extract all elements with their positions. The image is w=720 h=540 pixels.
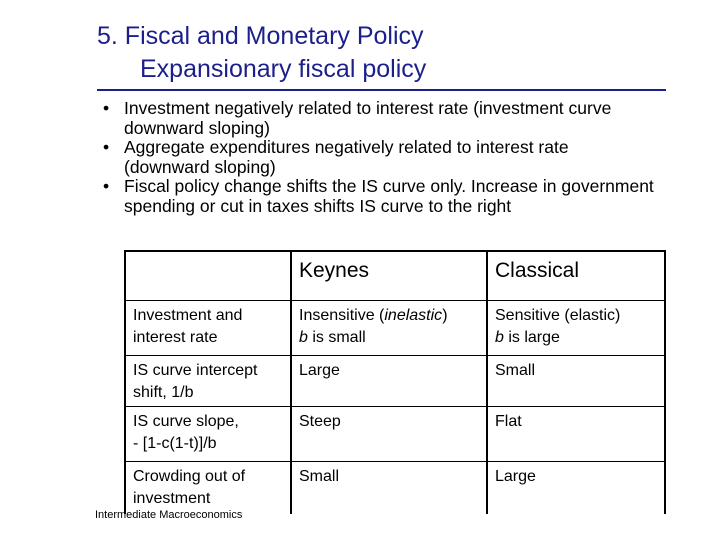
bullet-item (99, 99, 659, 138)
variable-b: b (299, 329, 308, 346)
bullet-item (99, 177, 659, 216)
cell-text: is large (503, 329, 560, 346)
classical-cell: Flat (487, 407, 665, 462)
slide-footer: Intermediate Macroeconomics (95, 509, 243, 521)
table-row (125, 407, 665, 462)
row-label-line1: IS curve slope, (133, 413, 239, 430)
row-label (125, 407, 291, 462)
table-header-row (125, 251, 665, 301)
table-row (125, 356, 665, 407)
cell-text: is small (307, 329, 366, 346)
keynes-cell: Large (291, 356, 487, 407)
header-cell-classical: Classical (487, 251, 665, 301)
cell-text: Insensitive ( (299, 307, 385, 324)
bullet-text: Aggregate expenditures negatively related to interest rate (downward sloping) (124, 137, 569, 177)
title-underline (97, 89, 666, 91)
row-label: Crowding out of investment (125, 462, 291, 515)
cell-italic-text: inelastic (384, 307, 443, 324)
keynes-cell: Small (291, 462, 487, 515)
slide-title (97, 20, 426, 86)
cell-text: ) (442, 307, 448, 324)
bullet-item (99, 138, 659, 177)
row-label: Investment and interest rate (125, 301, 291, 356)
classical-cell: Large (487, 462, 665, 515)
row-label: IS curve intercept shift, 1/b (125, 356, 291, 407)
classical-cell (487, 301, 665, 356)
row-label-line2: - [1-c(1-t)]/b (133, 435, 217, 452)
header-cell-empty (125, 251, 291, 301)
bullet-dot-icon: • (103, 137, 110, 157)
keynes-cell: Steep (291, 407, 487, 462)
bullet-text: Investment negatively related to interest rate (investment curve downward sloping) (124, 98, 612, 138)
bullet-list (99, 99, 659, 216)
bullet-dot-icon: • (103, 176, 110, 196)
slide-subtitle: Expansionary fiscal policy (140, 55, 427, 83)
table-row (125, 462, 665, 515)
bullet-dot-icon: • (103, 98, 110, 118)
variable-b: b (495, 329, 504, 346)
cell-text: Sensitive (elastic) (495, 307, 621, 324)
keynes-cell (291, 301, 487, 356)
bullet-text: Fiscal policy change shifts the IS curve only. Increase in government spending or cut in taxes shifts IS curve to the right (124, 176, 654, 216)
classical-cell: Small (487, 356, 665, 407)
slide-title-line1: 5. Fiscal and Monetary Policy (97, 22, 424, 50)
table-row (125, 301, 665, 356)
header-cell-keynes: Keynes (291, 251, 487, 301)
comparison-table (124, 250, 666, 514)
